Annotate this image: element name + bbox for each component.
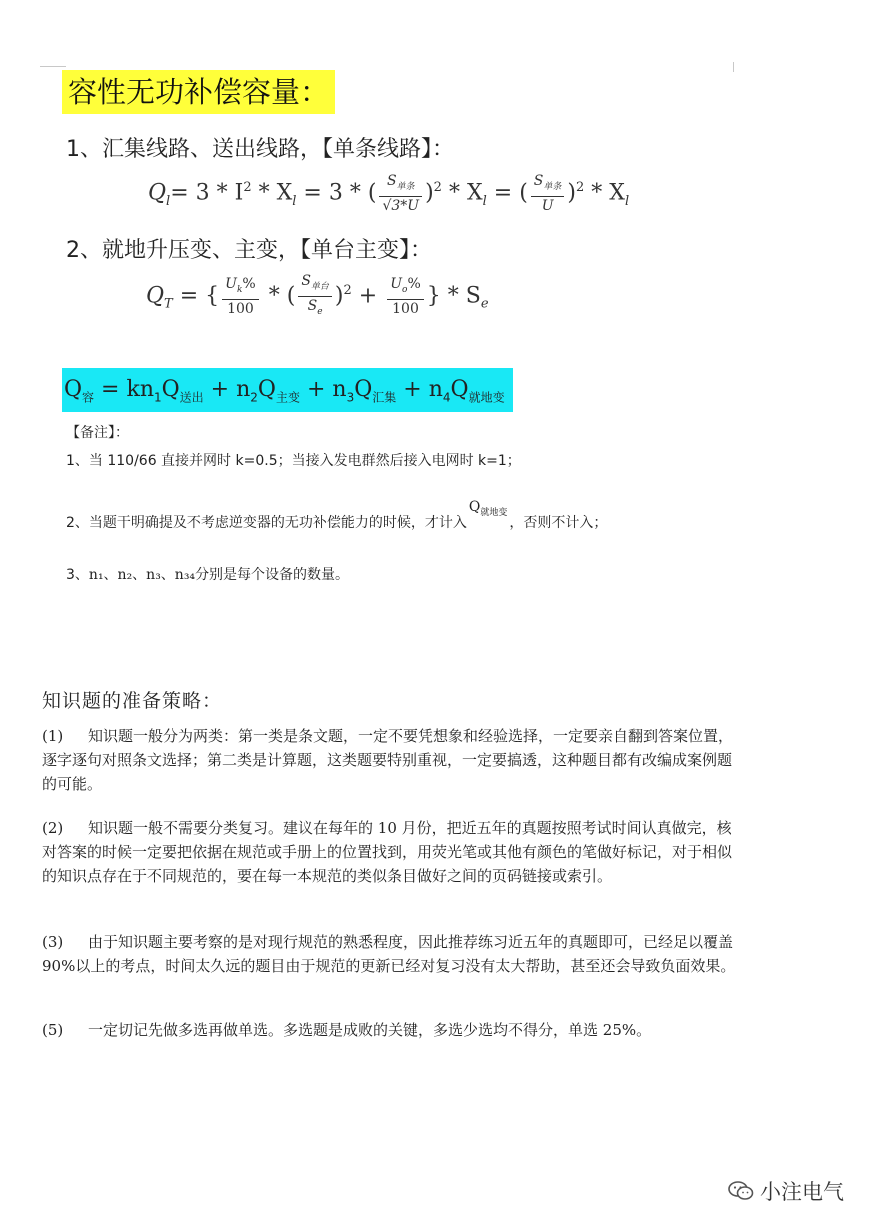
fraction-s-over-root3u: $\frac{S_{单条}}{√3*U}$ [379, 172, 422, 215]
wechat-icon [728, 1180, 754, 1207]
page-corner-mark-left [40, 66, 66, 67]
page-corner-mark-right [733, 62, 734, 72]
note-3: 3、n₁、n₂、n₃、n₃₄分别是每个设备的数量。 [66, 567, 350, 583]
strategy-title: 知识题的准备策略： [42, 690, 223, 712]
footer-brand: 小注电气 [760, 1180, 844, 1204]
footer-watermark [728, 1176, 844, 1207]
page-title: 容性无功补偿容量： [62, 70, 335, 114]
fraction-uk-over-100: $\frac{U_k\%}{100}$ [222, 275, 259, 318]
strategy-paragraph-3: (3) 由于知识题主要考察的是对现行规范的熟悉程度，因此推荐练习近五年的真题即可，已经足以覆盖 90%以上的考点，时间太久远的题目由于规范的更新已经对复习没有太大帮助，甚至还会导致负面效果。 [42, 933, 736, 975]
fraction-uo-over-100: $\frac{U_o\%}{100}$ [387, 275, 424, 318]
heading-single-transformer: 2、就地升压变、主变，【单台主变】： [66, 238, 432, 263]
fraction-s-over-se: $\frac{S_{单台}}{S_e}$ [298, 272, 332, 321]
note-2: 2、当题干明确提及不考虑逆变器的无功补偿能力的时候，才计入$Q_{就地变}$，否则不计入； [66, 499, 608, 531]
strategy-paragraph-1: (1) 知识题一般分为两类：第一类是条文题，一定不要凭想象和经验选择，一定要亲自翻到答案位置，逐字逐句对照条文选择；第二类是计算题，这类题要特别重视，一定要搞透，这种题目都有改编成案例题的可能。 [42, 727, 734, 793]
equation-transformer-q: $Q_T$ = { $\frac{U_k\%}{100}$ * ( $\frac{S_{单台}}{S_e}$ )$^2$ + $\frac{U_o\%}{100}$ } * $S_e$ [146, 272, 489, 321]
strategy-paragraph-2: (2) 知识题一般不需要分类复习。建议在每年的 10 月份，把近五年的真题按照考试时间认真做完，核对答案的时候一定要把依据在规范或手册上的位置找到，用荧光笔或其他有颜色的笔做好标记，对于相似的知识点存在于不同规范的，要在每一本规范的类似条目做好之间的页码链接或索引。 [42, 819, 733, 885]
note-1: 1、当 110/66 直接并网时 k=0.5；当接入发电群然后接入电网时 k=1； [66, 453, 521, 469]
strategy-paragraph-4: (5) 一定切记先做多选再做单选。多选题是成败的关键，多选少选均不得分，单选 25%。 [42, 1021, 652, 1039]
fraction-s-over-u: $\frac{S_{单条}}{U}$ [531, 172, 565, 215]
equation-line-q: $Q_l= 3 * I^2 * X_l = 3$ * ( $\frac{S_{单条}}{√3*U}$ )$^2 * X_l$ = ( $\frac{S_{单条}}{U}$ )$^2 * X_l$ [148, 173, 630, 214]
capacity-formula: $Q_容 = kn_1Q_{送出} + n_2Q_{主变} + n_3Q_{汇集} + n_4Q_{就地变}$ [62, 368, 513, 412]
heading-single-line: 1、汇集线路、送出线路，【单条线路】： [66, 137, 454, 162]
notes-heading: 【备注】： [66, 425, 129, 441]
